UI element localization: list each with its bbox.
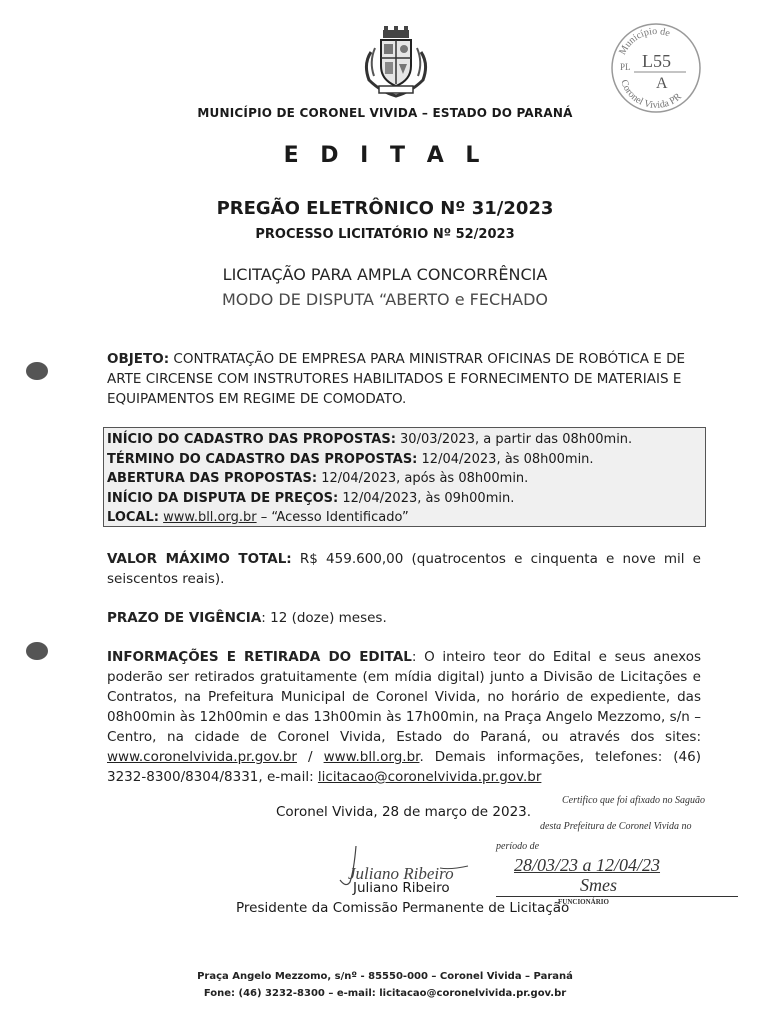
cert-line-1: Certifico que foi afixado no Saguão — [562, 795, 706, 806]
objeto-paragraph — [107, 349, 701, 409]
abertura-line — [107, 469, 705, 489]
termino-cadastro-line — [107, 450, 705, 470]
email-link[interactable]: licitacao@coronelvivida.pr.gov.br — [317, 769, 542, 785]
objeto-label: OBJETO: — [107, 351, 170, 367]
disputa-line — [107, 489, 705, 509]
local-line — [107, 508, 705, 528]
coat-of-arms-icon — [357, 22, 435, 100]
info-text-2: . Demais informações, telefones: (46) 3232-8300/8304/8331, e-mail: — [107, 749, 701, 785]
signer-name: Juliano Ribeiro — [353, 880, 450, 896]
processo-number: PROCESSO LICITATÓRIO Nº 52/2023 — [255, 227, 515, 242]
valor-label: VALOR MÁXIMO TOTAL: — [107, 551, 292, 567]
inicio-label: INÍCIO DO CADASTRO DAS PROPOSTAS: — [107, 432, 396, 447]
bll-link[interactable]: www.bll.org.br — [163, 510, 257, 525]
cert-dates: 28/03/23 a 12/04/23 — [514, 855, 661, 875]
document-title: E D I T A L — [283, 143, 487, 168]
signer-title: Presidente da Comissão Permanente de Licitação — [236, 900, 570, 916]
cert-role: FUNCIONÁRIO — [558, 898, 609, 906]
stamp-ring-top: Município de — [617, 25, 672, 57]
termino-value: 12/04/2023, às 08h00min. — [417, 451, 594, 467]
disputa-label: INÍCIO DA DISPUTA DE PREÇOS: — [107, 490, 339, 506]
municipality-header: MUNICÍPIO DE CORONEL VIVIDA – ESTADO DO PARANÁ — [197, 106, 573, 120]
prazo-text: : 12 (doze) meses. — [261, 610, 387, 626]
footer-address: Praça Angelo Mezzomo, s/nº - 85550-000 – Coronel Vivida – Paraná — [197, 971, 573, 982]
disputa-value: 12/04/2023, às 09h00min. — [338, 490, 515, 506]
bll-link-2[interactable]: www.bll.org.br — [323, 749, 420, 765]
info-text: : O inteiro teor do Edital e seus anexos poderão ser retirados gratuitamente (em mídia digital) junto a Divisão de Licitações e Contratos, na Prefeitura Municipal de Coronel Vivida, no horário de expediente, das 08h00min às 12h00min e das 13h00min às 17h00min, na Praça Angelo Mezzomo, s/n – Centro, na cidade de Coronel Vivida, Estado do Paraná, ou através dos sites: — [107, 649, 702, 745]
stamp-number: L55 — [642, 51, 671, 71]
info-label: INFORMAÇÕES E RETIRADA DO EDITAL — [107, 649, 412, 665]
dispute-mode: MODO DE DISPUTA “ABERTO e FECHADO — [222, 290, 548, 309]
stamp-side: PL — [620, 62, 631, 72]
licitacao-type: LICITAÇÃO PARA AMPLA CONCORRÊNCIA — [222, 265, 548, 284]
inicio-value: 30/03/2023, a partir das 08h00min. — [395, 432, 633, 447]
local-label: LOCAL: — [107, 510, 159, 525]
valor-text: R$ 459.600,00 (quatrocentos e cinquenta e nove mil e seiscentos reais). — [107, 551, 701, 587]
hole-punch-mark — [26, 642, 48, 660]
coronelvivida-link[interactable]: www.coronelvivida.pr.gov.br — [107, 749, 297, 765]
abertura-value: 12/04/2023, após às 08h00min. — [317, 471, 529, 486]
link-separator: / — [296, 749, 324, 765]
abertura-label: ABERTURA DAS PROPOSTAS: — [107, 471, 318, 486]
hole-punch-mark — [26, 362, 48, 380]
valor-paragraph — [107, 549, 701, 589]
cert-initials: Smes — [580, 875, 617, 895]
city-date: Coronel Vivida, 28 de março de 2023. — [276, 804, 532, 820]
prazo-paragraph — [107, 608, 701, 628]
prazo-label: PRAZO DE VIGÊNCIA — [107, 610, 262, 626]
posting-certificate — [496, 795, 750, 915]
inicio-cadastro-line — [107, 430, 705, 450]
stamp-letter: A — [656, 75, 668, 92]
signature-script: Juliano Ribeiro — [348, 864, 454, 883]
info-paragraph — [107, 647, 701, 787]
objeto-text: CONTRATAÇÃO DE EMPRESA PARA MINISTRAR OFICINAS DE ROBÓTICA E DE ARTE CIRCENSE COM INSTRUTORES HABILITADOS E FORNECIMENTO DE MATERIAIS E EQUIPAMENTOS EM REGIME DE COMODATO. — [107, 351, 686, 407]
cert-line-2: desta Prefeitura de Coronel Vivida no — [540, 821, 692, 832]
protocol-stamp — [608, 20, 704, 116]
cert-line-3: período de — [496, 841, 540, 852]
local-rest: – “Acesso Identificado” — [256, 510, 409, 525]
stamp-ring-bottom: Coronel Vivida PR — [618, 78, 684, 112]
termino-label: TÉRMINO DO CADASTRO DAS PROPOSTAS: — [107, 451, 418, 467]
proposal-dates-box — [103, 427, 706, 527]
pregao-number: PREGÃO ELETRÔNICO Nº 31/2023 — [216, 198, 554, 219]
footer-contact: Fone: (46) 3232-8300 – e-mail: licitacao@coronelvivida.pr.gov.br — [203, 988, 567, 999]
